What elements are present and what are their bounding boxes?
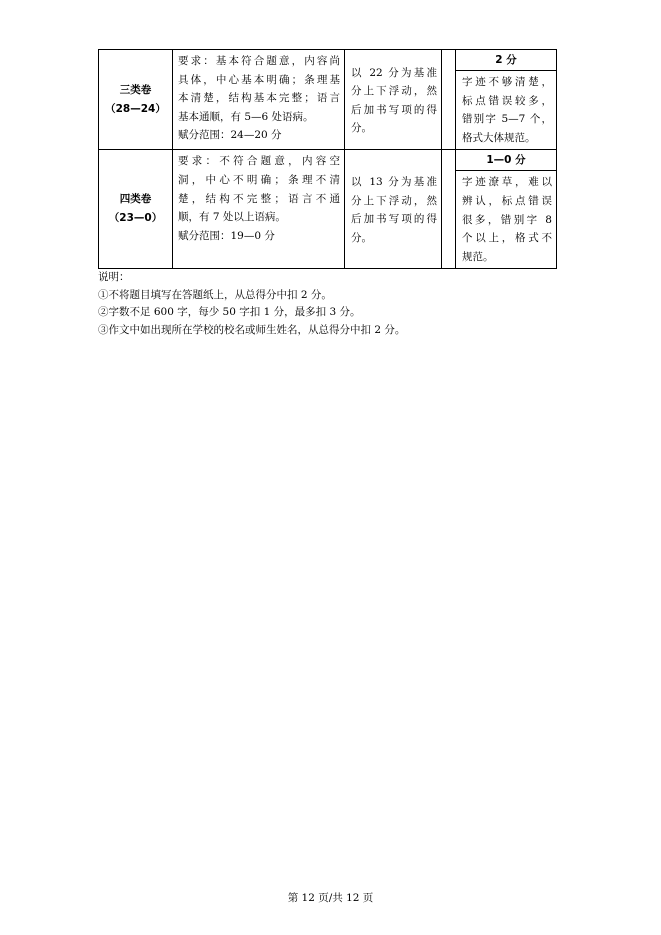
- note-item: ①不将题目填写在答题纸上，从总得分中扣 2 分。: [98, 288, 332, 301]
- grade-range: （23—0）: [108, 212, 163, 225]
- requirement-line: 洞，中心不明确；条理不清: [178, 173, 340, 186]
- grade-range: （28—24）: [105, 102, 166, 115]
- grade-cell: [99, 50, 173, 150]
- spacer-cell: [442, 150, 456, 269]
- requirement-line: 赋分范围：19—0 分: [178, 229, 275, 242]
- note-item: ③作文中如出现所在学校的校名或师生姓名，从总得分中扣 2 分。: [98, 323, 406, 336]
- requirement-line: 楚，结构不完整；语言不通: [178, 192, 340, 205]
- writing-criteria-line: 很多，错别字 8: [462, 213, 552, 226]
- grade-cell: [99, 150, 173, 269]
- base-score-cell: [345, 50, 442, 150]
- spacer-cell: [442, 50, 456, 150]
- notes-section: [98, 269, 405, 339]
- writing-score-cell: [456, 150, 557, 269]
- writing-criteria: [456, 71, 556, 149]
- notes-title: 说明：: [98, 271, 130, 283]
- requirement-line: 具体，中心基本明确；条理基: [178, 73, 340, 86]
- writing-score-value: 2 分: [456, 50, 556, 71]
- base-score-line: 以 13 分为基准: [351, 176, 437, 189]
- writing-criteria-line: 个以上，格式不: [462, 232, 552, 245]
- base-score-line: 分。: [351, 231, 372, 244]
- grade-name: 四类卷: [119, 193, 152, 206]
- page-number-footer: 第 12 页/共 12 页: [287, 892, 374, 904]
- base-score-line: 分。: [351, 122, 372, 135]
- requirement-line: 基本通顺，有 5—6 处语病。: [178, 110, 314, 123]
- requirement-line: 赋分范围：24—20 分: [178, 129, 282, 142]
- writing-criteria-line: 格式大体规范。: [462, 131, 536, 144]
- writing-criteria-line: 字迹不够清楚，: [462, 76, 552, 88]
- requirement-line: 要求：不符合题意，内容空: [178, 155, 340, 168]
- writing-score-value: 1—0 分: [456, 150, 556, 171]
- base-score-line: 分上下浮动，然: [351, 85, 437, 98]
- requirement-cell: [173, 150, 345, 269]
- base-score-line: 后加书写项的得: [351, 103, 437, 116]
- rubric-row-grade-4: [99, 150, 557, 269]
- base-score-cell: [345, 150, 442, 269]
- writing-criteria-line: 字迹潦草，难以: [462, 176, 552, 189]
- writing-score-cell: [456, 50, 557, 150]
- writing-criteria-line: 辨认，标点错误: [462, 194, 552, 207]
- rubric-row-grade-3: [99, 50, 557, 150]
- writing-criteria: [456, 171, 556, 268]
- writing-criteria-line: 规范。: [462, 250, 494, 263]
- scoring-rubric-table: [98, 49, 557, 269]
- base-score-line: 分上下浮动，然: [351, 194, 437, 207]
- requirement-cell: [173, 50, 345, 150]
- writing-criteria-line: 错别字 5—7 个，: [462, 113, 552, 126]
- writing-criteria-line: 标点错误较多，: [462, 94, 552, 107]
- note-item: ②字数不足 600 字，每少 50 字扣 1 分，最多扣 3 分。: [98, 306, 361, 318]
- grade-name: 三类卷: [119, 83, 152, 96]
- requirement-line: 本清楚，结构基本完整；语言: [178, 92, 340, 105]
- requirement-line: 要求：基本符合题意，内容尚: [178, 55, 340, 67]
- requirement-line: 顺，有 7 处以上语病。: [178, 211, 286, 224]
- base-score-line: 后加书写项的得: [351, 213, 437, 226]
- base-score-line: 以 22 分为基准: [351, 66, 437, 79]
